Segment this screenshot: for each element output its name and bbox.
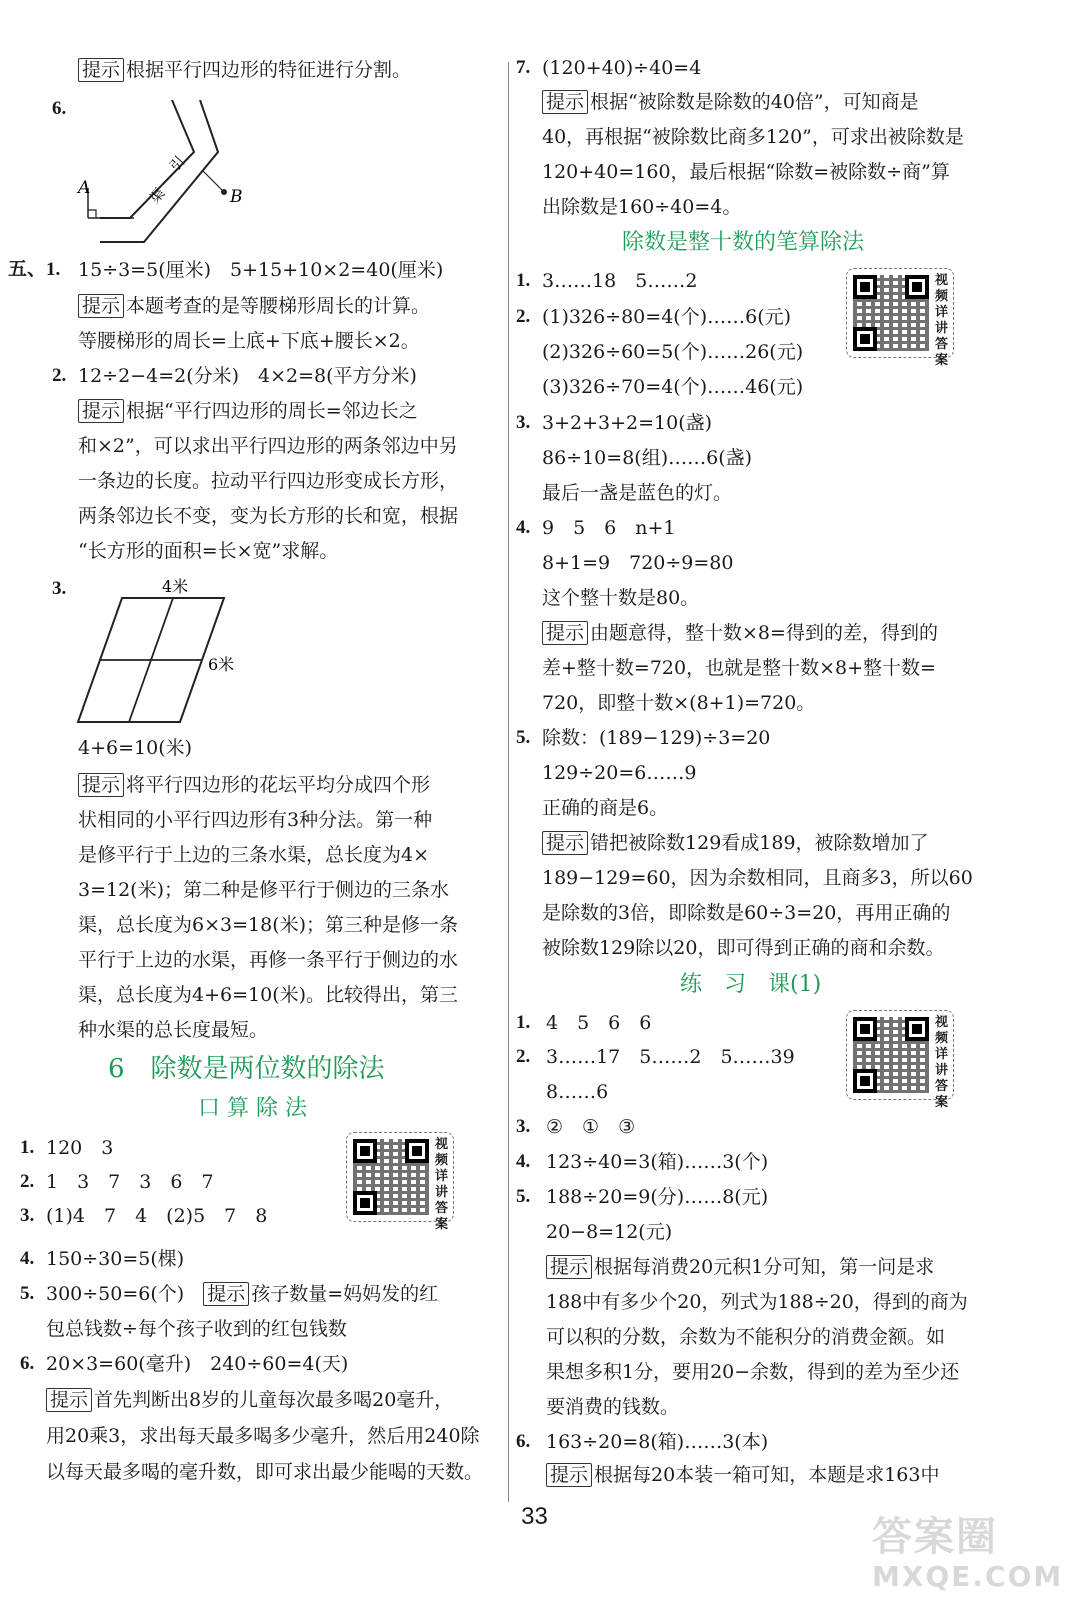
hint-line [46, 1387, 453, 1413]
qr-finder [853, 1069, 877, 1093]
hint-label: 提示 [542, 831, 588, 855]
hint-text: 根据每20本装一箱可知，本题是求163中 [594, 1464, 940, 1486]
text-line: 189−129=60，因为余数相同，且商多3，所以60 [542, 867, 973, 889]
question-number: 2. [516, 1046, 531, 1067]
hint-text: 本题考查的是等腰梯形周长的计算。 [126, 295, 431, 317]
answer-line: ② ① ③ [546, 1116, 636, 1138]
hint-label: 提示 [46, 1388, 92, 1412]
text-line: 以每天最多喝的毫升数，即可求出最少能喝的天数。 [46, 1461, 484, 1483]
question-number: 1. [516, 1012, 531, 1033]
hint-line [542, 89, 919, 115]
hint-label: 提示 [546, 1463, 592, 1487]
canal-figure [72, 100, 272, 248]
qr-code[interactable] [846, 1010, 954, 1110]
answer-line: 120 3 [46, 1137, 114, 1159]
qr-finder [905, 275, 929, 299]
answer-line: 188÷20=9(分)……8(元) [546, 1186, 769, 1208]
text-line: 平行于上边的水渠，再修一条平行于侧边的水 [78, 949, 459, 971]
answer-text: 300÷50=6(个) [46, 1283, 185, 1305]
qr-code[interactable] [846, 268, 954, 368]
answer-line: 1 3 7 3 6 7 [46, 1171, 214, 1193]
hint-text: 根据平行四边形的特征进行分割。 [126, 59, 412, 81]
question-number: 3. [52, 578, 67, 599]
column-divider [508, 62, 509, 1502]
question-number: 2. [52, 365, 67, 386]
hint-label: 提示 [542, 90, 588, 114]
text-line: 果想多积1分，要用20−余数，得到的差为至少还 [546, 1361, 960, 1383]
qr-finder [853, 1017, 877, 1041]
question-number: 5. [20, 1283, 35, 1304]
question-number: 3. [516, 1116, 531, 1137]
text-line: 是修平行于上边的三条水渠，总长度为4× [78, 844, 430, 866]
answer-line: 15÷3=5(厘米) 5+15+10×2=40(厘米) [78, 259, 444, 281]
qr-caption: 视频详讲答案 [435, 1137, 449, 1232]
question-number: 6. [20, 1353, 35, 1374]
question-number: 4. [516, 1151, 531, 1172]
hint-line [546, 1462, 939, 1488]
answer-line: (3)326÷70=4(个)……46(元) [542, 376, 804, 398]
hint-line [78, 293, 430, 319]
hint-label: 提示 [78, 58, 124, 82]
question-number: 7. [516, 57, 531, 78]
qr-finder [853, 327, 877, 351]
question-number: 2. [20, 1171, 35, 1192]
text-line: 188中有多少个20，列式为188÷20，得到的商为 [546, 1291, 968, 1313]
text-line: 两条邻边长不变，变为长方形的长和宽，根据 [78, 505, 459, 527]
hint-line [78, 398, 418, 424]
question-number: 1. [20, 1137, 35, 1158]
hint-label: 提示 [546, 1255, 592, 1279]
answer-line: (1)4 7 4 (2)5 7 8 [46, 1205, 268, 1227]
hint-label: 提示 [542, 621, 588, 645]
qr-finder [853, 275, 877, 299]
answer-line: 3+2+3+2=10(盏) [542, 412, 713, 434]
hint-text: 根据“平行四边形的周长=邻边长之 [126, 400, 418, 422]
text-line: 渠，总长度为6×3=18(米)；第三种是修一条 [78, 914, 459, 936]
qr-finder [405, 1139, 429, 1163]
text-line: 和×2”，可以求出平行四边形的两条邻边中另 [78, 435, 458, 457]
qr-finder [353, 1139, 377, 1163]
qr-finder [353, 1191, 377, 1215]
section-title: 练 习 课(1) [680, 972, 822, 997]
hint-text: 将平行四边形的花坛平均分成四个形 [126, 774, 431, 796]
question-number: 6. [516, 1431, 531, 1452]
answer-line: (1)326÷80=4(个)……6(元) [542, 306, 792, 328]
qr-finder [905, 1017, 929, 1041]
question-number: 6. [52, 98, 67, 119]
answer-line: 20×3=60(毫升) 240÷60=4(天) [46, 1353, 349, 1375]
text-line: 渠，总长度为4+6=10(米)。比较得出，第三 [78, 984, 459, 1006]
question-number: 4. [20, 1248, 35, 1269]
answer-line: 4+6=10(米) [78, 737, 193, 759]
chapter-title: 6 除数是两位数的除法 [108, 1054, 385, 1084]
point-b-label: B [230, 187, 243, 207]
hint-line [546, 1254, 934, 1280]
text-line: 可以积的分数，余数为不能积分的消费金额。如 [546, 1326, 946, 1348]
text-line: 差+整十数=720，也就是整十数×8+整十数= [542, 657, 936, 679]
top-length-label: 4米 [162, 577, 189, 596]
hint-text: 根据每消费20元积1分可知，第一问是求 [594, 1256, 935, 1278]
question-number: 3. [516, 412, 531, 433]
text-line: 一条边的长度。拉动平行四边形变成长方形， [78, 470, 459, 492]
text-line: 用20乘3，求出每天最多喝多少毫升，然后用240除 [46, 1425, 480, 1447]
hint-text: 孩子数量=妈妈发的红 [251, 1283, 439, 1305]
question-number: 5. [516, 1186, 531, 1207]
hint-label: 提示 [78, 294, 124, 318]
answer-line: 8……6 [546, 1081, 609, 1103]
hint-line [542, 620, 938, 646]
hint-line [78, 57, 411, 83]
road-label: 引 [167, 153, 189, 175]
text-line: 等腰梯形的周长=上底+下底+腰长×2。 [78, 330, 420, 352]
text-line: 是除数的3倍，即除数是60÷3=20，再用正确的 [542, 902, 951, 924]
page-number: 33 [521, 1503, 548, 1530]
question-number: 5. [516, 727, 531, 748]
answer-line: 3……17 5……2 5……39 [546, 1046, 795, 1068]
answer-line: 除数：(189−129)÷3=20 [542, 727, 771, 749]
hint-line [542, 830, 929, 856]
question-number: 1. [516, 270, 531, 291]
text-line: 被除数129除以20，即可得到正确的商和余数。 [542, 937, 945, 959]
text-line: 要消费的钱数。 [546, 1396, 680, 1418]
answer-line: 4 5 6 6 [546, 1012, 652, 1034]
answer-line: 129÷20=6……9 [542, 762, 697, 784]
watermark-url: MXQE.COM [872, 1560, 1064, 1593]
hint-line [46, 1281, 438, 1307]
answer-line: 150÷30=5(棵) [46, 1248, 185, 1270]
answer-line: 3……18 5……2 [542, 270, 698, 292]
hint-text: 首先判断出8岁的儿童每次最多喝20毫升， [94, 1389, 454, 1411]
text-line: 包总钱数÷每个孩子收到的红包钱数 [46, 1318, 347, 1340]
text-line: 720，即整十数×(8+1)=720。 [542, 692, 816, 714]
qr-caption: 视频详讲答案 [935, 273, 949, 368]
answer-line: 最后一盏是蓝色的灯。 [542, 482, 733, 504]
text-line: 120+40=160，最后根据“除数=被除数÷商”算 [542, 161, 950, 183]
hint-line [78, 772, 430, 798]
section-title: 除数是整十数的笔算除法 [622, 230, 865, 255]
watermark-logo: 答案圈 [872, 1514, 998, 1560]
hint-label: 提示 [78, 399, 124, 423]
side-length-label: 6米 [208, 655, 235, 674]
text-line: 出除数是160÷40=4。 [542, 196, 742, 218]
text-line: 状相同的小平行四边形有3种分法。第一种 [78, 809, 433, 831]
hint-text: 错把被除数129看成189，被除数增加了 [590, 832, 929, 854]
text-line: 种水渠的总长度最短。 [78, 1019, 269, 1041]
answer-line: 86÷10=8(组)……6(盏) [542, 447, 753, 469]
answer-line: 这个整十数是80。 [542, 587, 700, 609]
question-number: 3. [20, 1205, 35, 1226]
text-line: 40，再根据“被除数比商多120”，可求出被除数是 [542, 126, 964, 148]
hint-label: 提示 [203, 1282, 249, 1306]
hint-text: 根据“被除数是除数的40倍”，可知商是 [590, 91, 919, 113]
section-title: 口 算 除 法 [198, 1096, 307, 1121]
answer-line: 163÷20=8(箱)……3(本) [546, 1431, 769, 1453]
answer-line: (2)326÷60=5(个)……26(元) [542, 341, 804, 363]
question-number: 2. [516, 306, 531, 327]
answer-line: 正确的商是6。 [542, 797, 669, 819]
question-number: 4. [516, 517, 531, 538]
answer-line: 12÷2−4=2(分米) 4×2=8(平方分米) [78, 365, 417, 387]
text-line: 3=12(米)；第二种是修平行于侧边的三条水 [78, 879, 450, 901]
hint-label: 提示 [78, 773, 124, 797]
point-a-label: A [78, 178, 91, 198]
hint-text: 由题意得，整十数×8=得到的差，得到的 [590, 622, 938, 644]
answer-line: 8+1=9 720÷9=80 [542, 552, 734, 574]
answer-line: 20−8=12(元) [546, 1221, 673, 1243]
qr-code[interactable] [346, 1132, 454, 1232]
text-line: “长方形的面积=长×宽”求解。 [78, 540, 339, 562]
section-number: 五、1. [8, 259, 61, 280]
canal-label: 渠 [147, 185, 169, 207]
parallelogram-figure [76, 574, 256, 726]
answer-line: 123÷40=3(箱)……3(个) [546, 1151, 769, 1173]
qr-caption: 视频详讲答案 [935, 1015, 949, 1110]
answer-line: 9 5 6 n+1 [542, 517, 676, 539]
answer-line: (120+40)÷40=4 [542, 57, 702, 79]
